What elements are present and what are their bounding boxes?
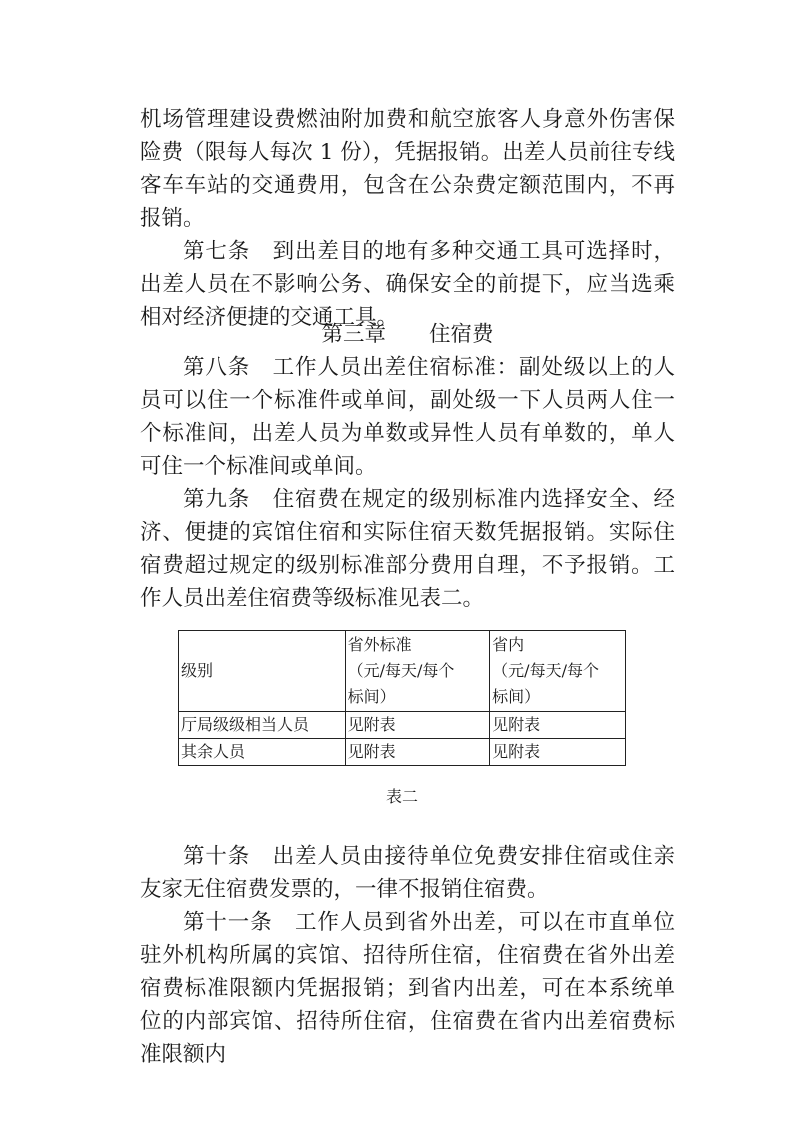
row-outside: 见附表	[345, 712, 490, 739]
paragraph-airport-fees: 机场管理建设费燃油附加费和航空旅客人身意外伤害保险费（限每人每次 1 份），凭据报销。出差人员前往专线客车车站的交通费用，包含在公杂费定额范围内，不再报销。	[140, 107, 675, 231]
header-level: 级别	[179, 631, 346, 712]
table-row	[179, 739, 626, 766]
header-outside-province: 省外标准 （元/每天/每个 标间）	[345, 631, 490, 712]
paragraph-article-10: 第十条 出差人员由接待单位免费安排住宿或住亲友家无住宿费发票的，一律不报销住宿费。	[140, 844, 675, 902]
row-level: 其余人员	[179, 739, 346, 766]
lodging-standard-table	[178, 630, 626, 766]
table-header-row	[179, 631, 626, 712]
table-caption: 表二	[385, 787, 418, 806]
paragraph-article-11: 第十一条 工作人员到省外出差，可以在市直单位驻外机构所属的宾馆、招待所住宿，住宿费在省外出差宿费标准限额内凭据报销；到省内出差，可在本系统单位的内部宾馆、招待所住宿，住宿费在省内出差宿费标准限额内	[140, 910, 675, 1067]
row-inside: 见附表	[490, 712, 626, 739]
paragraph-article-7: 第七条 到出差目的地有多种交通工具可选择时，出差人员在不影响公务、确保安全的前提下，应当选乘相对经济便捷的交通工具。	[140, 239, 675, 330]
paragraph-article-8: 第八条 工作人员出差住宿标准：副处级以上的人员可以住一个标准件或单间，副处级一下人员两人住一个标准间，出差人员为单数或异性人员有单数的，单人可住一个标准间或单间。	[140, 355, 675, 479]
header-inside-province: 省内 （元/每天/每个 标间）	[490, 631, 626, 712]
row-inside: 见附表	[490, 739, 626, 766]
table-row	[179, 712, 626, 739]
chapter-heading: 第三章 住宿费	[321, 322, 494, 347]
row-outside: 见附表	[345, 739, 490, 766]
paragraph-article-9: 第九条 住宿费在规定的级别标准内选择安全、经济、便捷的宾馆住宿和实际住宿天数凭据报销。实际住宿费超过规定的级别标准部分费用自理，不予报销。工作人员出差住宿费等级标准见表二。	[140, 487, 675, 611]
row-level: 厅局级级相当人员	[179, 712, 346, 739]
